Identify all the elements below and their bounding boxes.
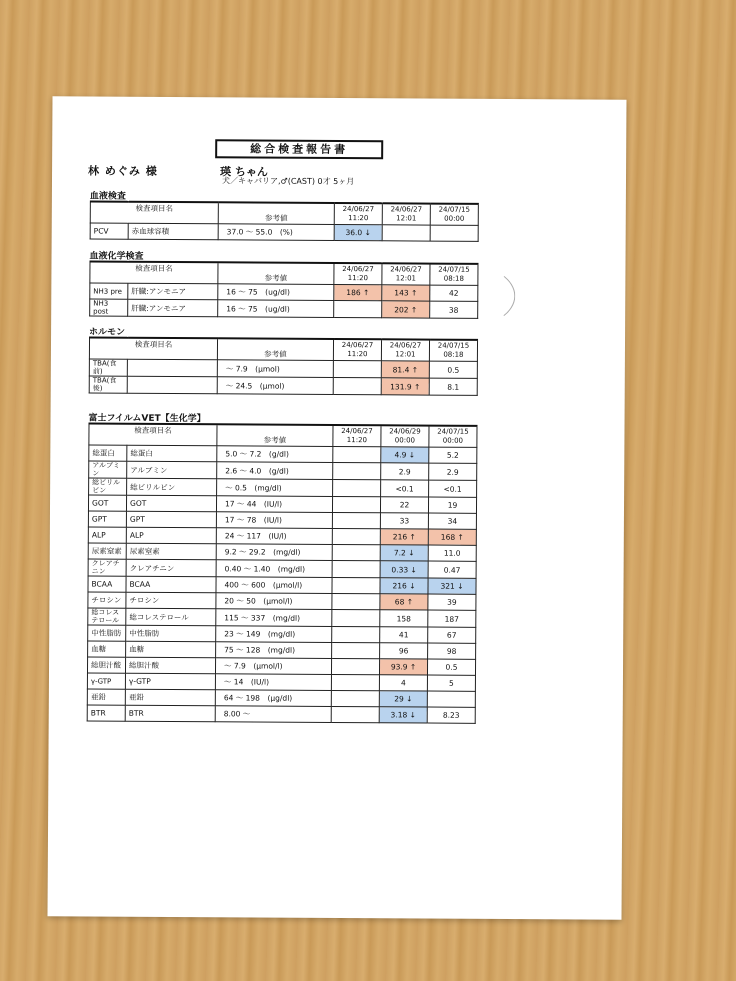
table-row bbox=[90, 223, 478, 241]
test-name: 総ビリルビン bbox=[127, 478, 217, 496]
result-value: 68 ↑ bbox=[380, 594, 428, 610]
section-title: 血液化学検査 bbox=[89, 251, 144, 262]
date-label: 24/06/27 bbox=[390, 265, 422, 274]
result-value: 143 ↑ bbox=[382, 285, 430, 301]
time-label: 11:20 bbox=[348, 214, 369, 223]
result-value bbox=[332, 496, 380, 512]
lab-table bbox=[90, 200, 479, 241]
test-code: GOT bbox=[88, 495, 126, 511]
header-item-name: 検査項目名 bbox=[90, 261, 218, 283]
reference-range: 115 〜 337 (mg/dl) bbox=[216, 609, 332, 627]
result-value: 5.2 bbox=[429, 447, 477, 463]
test-name bbox=[127, 376, 217, 394]
date-label: 24/06/27 bbox=[390, 205, 423, 214]
result-value bbox=[427, 691, 475, 707]
result-value bbox=[332, 544, 380, 560]
result-value bbox=[332, 577, 380, 593]
test-name: 総胆汁酸 bbox=[125, 657, 215, 674]
test-name bbox=[127, 359, 217, 377]
test-code: 総蛋白 bbox=[89, 445, 127, 461]
reference-range: 20 〜 50 (μmol/l) bbox=[216, 593, 332, 610]
test-code: ALP bbox=[88, 527, 126, 543]
reference-range: 17 〜 44 (IU/l) bbox=[216, 496, 332, 513]
test-code: NH3 post bbox=[90, 299, 128, 316]
header-date bbox=[430, 264, 478, 286]
date-label: 24/06/29 bbox=[389, 427, 421, 436]
result-value: 4.9 ↓ bbox=[381, 447, 429, 463]
test-name: 総蛋白 bbox=[127, 445, 217, 462]
owner-name: 林 めぐみ 様 bbox=[88, 164, 158, 178]
result-value: 7.2 ↓ bbox=[380, 545, 428, 561]
result-value bbox=[333, 462, 381, 479]
result-value bbox=[430, 225, 478, 241]
result-value: 33 bbox=[380, 513, 428, 529]
time-label: 11:20 bbox=[346, 436, 368, 445]
reference-range: 75 〜 128 (mg/dl) bbox=[216, 642, 332, 659]
test-name: γ-GTP bbox=[125, 673, 215, 690]
header-ref: 参考値 bbox=[218, 262, 334, 284]
result-value: 38 bbox=[430, 301, 478, 318]
result-value bbox=[333, 446, 381, 462]
result-value: 42 bbox=[430, 285, 478, 301]
result-value: <0.1 bbox=[429, 480, 477, 497]
table-row bbox=[89, 376, 477, 395]
test-code: クレアチニン bbox=[88, 559, 126, 576]
test-name: BTR bbox=[125, 705, 215, 722]
result-value bbox=[332, 626, 380, 642]
reference-range: 23 〜 149 (mg/dl) bbox=[216, 626, 332, 643]
reference-range: 0.40 〜 1.40 (mg/dl) bbox=[216, 560, 332, 578]
header-date bbox=[334, 203, 382, 225]
time-label: 00:00 bbox=[394, 436, 416, 445]
date-label: 24/07/15 bbox=[438, 205, 471, 214]
lab-table bbox=[89, 260, 478, 318]
result-value bbox=[333, 377, 381, 394]
test-name: ALP bbox=[126, 527, 216, 544]
result-value: 36.0 ↓ bbox=[334, 224, 382, 240]
result-value bbox=[332, 512, 380, 528]
result-value: 2.9 bbox=[429, 463, 477, 480]
result-value bbox=[332, 528, 380, 544]
result-value: 67 bbox=[428, 627, 476, 643]
reference-range: 〜 7.9 (μmol/l) bbox=[215, 658, 331, 675]
result-value: 81.4 ↑ bbox=[381, 361, 429, 378]
time-label: 11:20 bbox=[347, 274, 369, 283]
test-name: クレアチニン bbox=[126, 559, 216, 577]
header-date bbox=[381, 425, 429, 447]
result-value bbox=[332, 609, 380, 626]
header-date bbox=[382, 203, 430, 225]
section-title: 富士フイルムVET【生化学】 bbox=[88, 413, 206, 425]
header-date bbox=[333, 339, 381, 361]
test-name: 尿素窒素 bbox=[126, 543, 216, 560]
result-value bbox=[331, 690, 379, 706]
reference-range: 9.2 〜 29.2 (mg/dl) bbox=[216, 544, 332, 561]
result-value: 321 ↓ bbox=[428, 578, 476, 594]
test-name: アルブミン bbox=[127, 461, 217, 479]
test-code: TBA(食前) bbox=[89, 359, 127, 376]
test-code: GPT bbox=[88, 511, 126, 527]
section-title: 血液検査 bbox=[89, 191, 126, 202]
result-value: 0.5 bbox=[429, 361, 477, 378]
test-code: 尿素窒素 bbox=[88, 543, 126, 559]
result-value: 216 ↑ bbox=[380, 529, 428, 545]
header-ref: 参考値 bbox=[217, 338, 333, 360]
test-code: 総胆汁酸 bbox=[87, 657, 125, 673]
date-label: 24/06/27 bbox=[341, 427, 373, 436]
result-value: 0.33 ↓ bbox=[380, 561, 428, 578]
pet-info: 犬／キャバリア,♂(CAST) 0才 5ヶ月 bbox=[221, 176, 355, 187]
result-value bbox=[333, 360, 381, 377]
time-label: 12:01 bbox=[395, 274, 417, 283]
header-item-name: 検査項目名 bbox=[90, 201, 218, 223]
result-value: <0.1 bbox=[381, 480, 429, 497]
result-value bbox=[334, 300, 382, 317]
test-name: GOT bbox=[126, 495, 216, 512]
result-value bbox=[331, 658, 379, 674]
test-code: 中性脂肪 bbox=[88, 625, 126, 641]
result-value: 8.23 bbox=[427, 707, 475, 723]
result-value: 19 bbox=[428, 497, 476, 513]
header-date bbox=[381, 339, 429, 361]
reference-range: 2.6 〜 4.0 (g/dl) bbox=[217, 462, 333, 480]
result-value bbox=[331, 674, 379, 690]
report-paper bbox=[48, 96, 627, 919]
result-value: 93.9 ↑ bbox=[379, 659, 427, 675]
time-label: 12:01 bbox=[396, 214, 417, 223]
result-value: 4 bbox=[379, 675, 427, 691]
header-item-name: 検査項目名 bbox=[89, 337, 217, 359]
header-date bbox=[382, 263, 430, 285]
lab-table bbox=[87, 422, 478, 723]
test-code: NH3 pre bbox=[90, 283, 128, 299]
result-value bbox=[332, 560, 380, 577]
result-value: 168 ↑ bbox=[428, 529, 476, 545]
time-label: 08:18 bbox=[443, 350, 464, 359]
result-value: 8.1 bbox=[429, 378, 477, 395]
report-title: 総合検査報告書 bbox=[215, 139, 383, 159]
result-value: 216 ↓ bbox=[380, 578, 428, 594]
result-value bbox=[382, 225, 430, 241]
result-value bbox=[333, 479, 381, 496]
time-label: 00:00 bbox=[442, 436, 464, 445]
test-name: 血糖 bbox=[126, 641, 216, 658]
header-item-name: 検査項目名 bbox=[89, 423, 217, 445]
test-name: 亜鉛 bbox=[125, 689, 215, 706]
date-label: 24/07/15 bbox=[438, 265, 470, 274]
reference-range: 〜 24.5 (μmol) bbox=[217, 377, 333, 395]
date-label: 24/06/27 bbox=[341, 341, 374, 350]
reference-range: 16 〜 75 (ug/dl) bbox=[218, 300, 334, 318]
test-name: 中性脂肪 bbox=[126, 625, 216, 642]
header-ref: 参考値 bbox=[218, 202, 334, 224]
section-title: ホルモン bbox=[89, 327, 126, 338]
reference-range: 17 〜 78 (IU/l) bbox=[216, 512, 332, 529]
test-code: 亜鉛 bbox=[87, 689, 125, 705]
lab-table bbox=[89, 336, 478, 395]
test-code: γ-GTP bbox=[87, 673, 125, 689]
date-label: 24/06/27 bbox=[389, 341, 422, 350]
result-value: 0.5 bbox=[427, 659, 475, 675]
test-name: BCAA bbox=[126, 576, 216, 593]
result-value: 29 ↓ bbox=[379, 691, 427, 707]
result-value: 187 bbox=[428, 610, 476, 627]
test-name: 総コレステロール bbox=[126, 608, 216, 626]
reference-range: 〜 7.9 (μmol) bbox=[217, 360, 333, 378]
result-value: 11.0 bbox=[428, 545, 476, 561]
table-row bbox=[90, 299, 478, 318]
reference-range: 5.0 〜 7.2 (g/dl) bbox=[217, 446, 333, 463]
result-value: 39 bbox=[428, 594, 476, 610]
reference-range: 〜 0.5 (mg/dl) bbox=[217, 479, 333, 497]
test-code: TBA(食後) bbox=[89, 376, 127, 393]
test-name: チロシン bbox=[126, 592, 216, 609]
reference-range: 8.00 〜 bbox=[215, 706, 331, 723]
time-label: 00:00 bbox=[444, 214, 465, 223]
result-value: 22 bbox=[380, 497, 428, 513]
test-code: BCAA bbox=[88, 576, 126, 592]
result-value: 3.18 ↓ bbox=[379, 707, 427, 723]
result-value bbox=[331, 706, 379, 722]
test-code: PCV bbox=[90, 223, 128, 239]
table-header-row bbox=[89, 337, 477, 361]
result-value: 202 ↑ bbox=[382, 301, 430, 318]
date-label: 24/06/27 bbox=[342, 205, 375, 214]
pet-name: 瑛 ちゃん bbox=[220, 165, 268, 179]
result-value: 98 bbox=[428, 643, 476, 659]
test-code: 総ビリルビン bbox=[89, 478, 127, 495]
result-value: 96 bbox=[380, 643, 428, 659]
reference-range: 64 〜 198 (μg/dl) bbox=[215, 690, 331, 707]
table-header-row bbox=[89, 423, 477, 447]
date-label: 24/06/27 bbox=[342, 265, 374, 274]
test-code: BTR bbox=[87, 705, 125, 721]
result-value: 158 bbox=[380, 610, 428, 627]
header-ref: 参考値 bbox=[217, 424, 333, 446]
result-value: 34 bbox=[428, 513, 476, 529]
result-value: 5 bbox=[427, 675, 475, 691]
test-code: アルブミン bbox=[89, 461, 127, 478]
time-label: 11:20 bbox=[347, 350, 368, 359]
result-value: 2.9 bbox=[381, 463, 429, 480]
header-date bbox=[334, 263, 382, 285]
reference-range: 400 〜 600 (μmol/l) bbox=[216, 577, 332, 594]
result-value bbox=[332, 642, 380, 658]
test-name: 赤血球容積 bbox=[128, 223, 218, 240]
reference-range: 16 〜 75 (ug/dl) bbox=[218, 284, 334, 301]
time-label: 08:18 bbox=[443, 274, 465, 283]
reference-range: 〜 14 (IU/l) bbox=[215, 674, 331, 691]
date-label: 24/07/15 bbox=[437, 341, 470, 350]
result-value bbox=[332, 593, 380, 609]
table-header-row bbox=[90, 261, 478, 285]
test-code: 血糖 bbox=[88, 641, 126, 657]
test-name: GPT bbox=[126, 511, 216, 528]
reference-range: 37.0 〜 55.0 (%) bbox=[218, 224, 334, 241]
result-value: 0.47 bbox=[428, 561, 476, 578]
test-name: 肝臓:アンモニア bbox=[128, 299, 218, 317]
header-date bbox=[430, 204, 478, 226]
test-code: チロシン bbox=[88, 592, 126, 608]
header-date bbox=[429, 340, 477, 362]
time-label: 12:01 bbox=[395, 350, 416, 359]
date-label: 24/07/15 bbox=[437, 427, 469, 436]
result-value: 131.9 ↑ bbox=[381, 378, 429, 395]
header-date bbox=[429, 426, 477, 448]
header-date bbox=[333, 425, 381, 447]
table-row bbox=[87, 705, 475, 723]
reference-range: 24 〜 117 (IU/l) bbox=[216, 528, 332, 545]
test-code: 総コレステロール bbox=[88, 608, 126, 625]
result-value: 186 ↑ bbox=[334, 284, 382, 300]
result-value: 41 bbox=[380, 627, 428, 643]
test-name: 肝臓:アンモニア bbox=[128, 283, 218, 300]
table-header-row bbox=[90, 201, 478, 225]
